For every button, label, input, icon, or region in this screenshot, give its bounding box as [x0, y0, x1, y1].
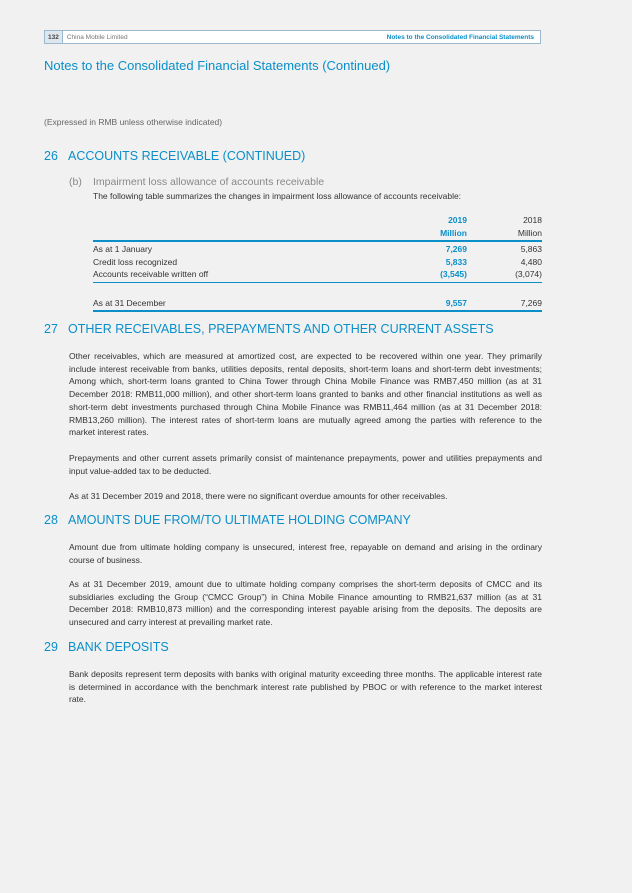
page-number: 132 — [45, 31, 63, 43]
total-value-2018: 7,269 — [520, 298, 542, 308]
section-number: 28 — [44, 513, 58, 527]
table-total-row — [93, 298, 542, 310]
total-value-2019: 9,557 — [445, 298, 467, 308]
section-title: ACCOUNTS RECEIVABLE (CONTINUED) — [68, 149, 306, 163]
section-27-paragraph-1: Other receivables, which are measured at amortized cost, are expected to be recovered within one year. They primarily include interest receivable from banks, utilities deposits, rental deposits, short-term loans and short-term debt investments; Among which, short-term loans granted to China Tower through China Mobile Finance was RMB7,450 million (as at 31 December 2018: RMB11,000 million), and other short-term loans granted to banks and other financial institutions as well as short-term debt investments purchased through China Mobile Finance was RMB11,464 million (as at 31 December 2018: RMB13,260 million). The interest rates of short-term loans are mutually agreed among the parties with reference to the market interest rates. — [69, 351, 542, 438]
section-title: BANK DEPOSITS — [68, 640, 169, 654]
section-28-paragraph-2: As at 31 December 2019, amount due to ultimate holding company comprises the short-term deposits of CMCC and its subsidiaries excluding the Group (“CMCC Group”) in China Mobile Finance amounting to RMB21,637 million (as at 31 December 2018: RMB10,873 million) and the corresponding interest payable arising from the deposits. The deposits are unsecured and carry interest at prevailing market rate. — [69, 579, 542, 628]
table-total-rule — [93, 310, 542, 312]
table-row — [93, 244, 542, 256]
row-value-2019: 7,269 — [445, 244, 467, 254]
section-27-paragraph-2: Prepayments and other current assets primarily consist of maintenance prepayments, power and utilities prepayments and input value-added tax to be deducted. — [69, 453, 542, 476]
section-number: 26 — [44, 149, 58, 163]
table-header-year — [93, 215, 542, 227]
table-row — [93, 257, 542, 269]
section-28-paragraph-1: Amount due from ultimate holding company is unsecured, interest free, repayable on demand and arising in the ordinary course of business. — [69, 542, 542, 565]
section-number: 27 — [44, 322, 58, 336]
col-2019-year: 2019 — [448, 215, 467, 225]
subsection-description: The following table summarizes the changes in impairment loss allowance of accounts receivable: — [93, 191, 462, 201]
col-2019-unit: Million — [440, 228, 467, 238]
row-value-2019: 5,833 — [445, 257, 467, 267]
table-header-rule — [93, 240, 542, 242]
col-2018-unit: Million — [517, 228, 542, 238]
section-28-heading — [44, 513, 411, 527]
expressed-note: (Expressed in RMB unless otherwise indicated) — [44, 117, 223, 127]
section-29-paragraph-1: Bank deposits represent term deposits with banks with original maturity exceeding three months. The applicable interest rate is determined in accordance with the benchmark interest rate published by PBOC or with reference to the market interest rate. — [69, 669, 542, 705]
page-header — [44, 30, 541, 44]
header-section-title: Notes to the Consolidated Financial Statements — [386, 33, 534, 41]
section-title: OTHER RECEIVABLES, PREPAYMENTS AND OTHER CURRENT ASSETS — [68, 322, 494, 336]
section-27-heading — [44, 322, 494, 336]
page-title: Notes to the Consolidated Financial Statements (Continued) — [44, 58, 391, 73]
row-value-2018: (3,074) — [515, 269, 542, 279]
subsection-title: Impairment loss allowance of accounts receivable — [93, 176, 325, 188]
section-29-heading — [44, 640, 169, 654]
row-label: As at 1 January — [93, 244, 153, 254]
section-number: 29 — [44, 640, 58, 654]
subsection-letter: (b) — [69, 176, 82, 188]
company-name: China Mobile Limited — [66, 33, 128, 41]
section-27-paragraph-3: As at 31 December 2019 and 2018, there were no significant overdue amounts for other receivables. — [69, 491, 448, 501]
row-value-2018: 5,863 — [520, 244, 542, 254]
table-row — [93, 269, 542, 281]
row-value-2018: 4,480 — [520, 257, 542, 267]
subsection-heading — [69, 176, 324, 188]
total-label: As at 31 December — [93, 298, 166, 308]
row-label: Accounts receivable written off — [93, 269, 209, 279]
row-value-2019: (3,545) — [440, 269, 467, 279]
col-2018-year: 2018 — [523, 215, 542, 225]
section-26-heading — [44, 149, 305, 163]
row-label: Credit loss recognized — [93, 257, 178, 267]
section-title: AMOUNTS DUE FROM/TO ULTIMATE HOLDING COMPANY — [68, 513, 411, 527]
table-header-unit — [93, 228, 542, 240]
table-subtotal-rule — [93, 282, 542, 283]
